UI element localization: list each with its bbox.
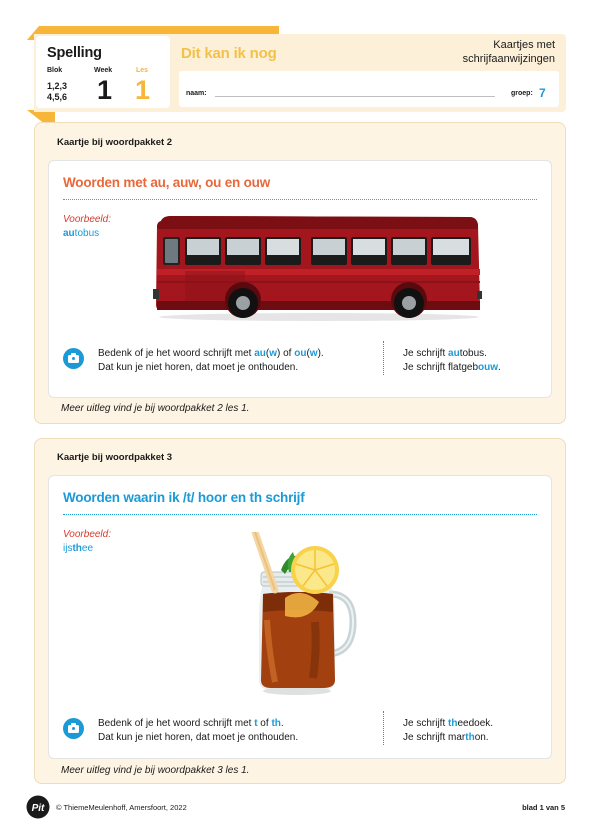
example-text	[403, 717, 493, 745]
week-number: 1	[97, 75, 113, 105]
voorbeeld-pre: ijs	[63, 543, 73, 554]
logo-text: Pit	[31, 803, 45, 814]
example-divider	[383, 341, 384, 375]
voorbeeld-label: Voorbeeld:	[63, 529, 111, 540]
card-woordpakket-3	[34, 438, 566, 784]
card-title: Woorden met au, auw, ou en ouw	[63, 175, 271, 190]
more-info-text: Meer uitleg vind je bij woordpakket 3 les 1.	[61, 765, 250, 776]
rule-text	[98, 717, 298, 745]
example-divider	[383, 711, 384, 745]
voorbeeld-rest: ee	[81, 543, 94, 554]
title-divider	[63, 199, 537, 200]
camera-icon	[63, 718, 84, 739]
rule-text-part: of	[257, 718, 272, 729]
rule-text-part: .	[280, 718, 284, 729]
document-subtitle-line2: schrijfaanwijzingen	[462, 53, 555, 65]
card-label: Kaartje bij woordpakket 2	[57, 137, 173, 148]
example-text-part: Je schrijft mar	[403, 732, 466, 743]
rule-text-part: (	[306, 348, 310, 359]
rule-highlight: w	[309, 348, 318, 359]
pit-logo-icon	[26, 795, 50, 819]
voorbeeld-highlight: au	[63, 228, 75, 239]
voorbeeld-word	[63, 228, 99, 239]
example-line-1	[403, 717, 493, 731]
name-field-box	[179, 71, 559, 107]
copyright: © ThiemeMeulenhoff, Amersfoort, 2022	[56, 803, 187, 812]
voorbeeld-label: Voorbeeld:	[63, 214, 111, 225]
blok-label: Blok	[47, 67, 63, 74]
blok-values-line2: 4,5,6	[47, 92, 68, 102]
example-text-part: tobus.	[459, 348, 487, 359]
document-subtitle-line1: Kaartjes met	[493, 39, 555, 51]
rule-text-part: ) of	[276, 348, 295, 359]
group-label: groep:	[511, 90, 533, 97]
card-content	[48, 160, 552, 398]
example-line-2	[403, 731, 493, 745]
card-content	[48, 475, 552, 759]
camera-icon	[63, 348, 84, 369]
rule-highlight: w	[269, 348, 277, 359]
name-field[interactable]	[215, 96, 495, 97]
example-highlight: ouw	[478, 362, 499, 373]
document-subtitle	[463, 38, 555, 66]
rule-text-part: Bedenk of je het woord schrijft met	[98, 718, 255, 729]
rule-text-part: Bedenk of je het woord schrijft met	[98, 348, 255, 359]
rule-line-1	[98, 717, 298, 731]
example-text-part: on.	[474, 732, 489, 743]
example-text-part: eedoek.	[457, 718, 494, 729]
card-title: Woorden waarin ik /t/ hoor en th schrijf	[63, 490, 305, 505]
blok-values-line1: 1,2,3	[47, 81, 68, 91]
example-highlight: th	[465, 732, 475, 743]
voorbeeld-rest: tobus	[74, 228, 100, 239]
rule-text	[98, 347, 324, 375]
example-text-part: Je schrijft flatgeb	[403, 362, 479, 373]
rule-highlight: t	[254, 718, 258, 729]
example-highlight: au	[448, 348, 460, 359]
example-line-1	[403, 347, 501, 361]
example-line-2	[403, 361, 501, 375]
iced-tea-image	[245, 532, 385, 696]
card-woordpakket-2	[34, 122, 566, 424]
rule-highlight: ou	[294, 348, 307, 359]
group-number: 7	[539, 86, 546, 100]
example-text-part: Je schrijft	[403, 348, 449, 359]
name-label: naam:	[186, 90, 207, 97]
rule-text-part: (	[265, 348, 270, 359]
more-info-text: Meer uitleg vind je bij woordpakket 2 les 1.	[61, 403, 250, 414]
week-label: Week	[94, 67, 113, 74]
page-number: blad 1 van 5	[522, 803, 565, 812]
example-highlight: th	[448, 718, 458, 729]
rule-line-2: Dat kun je niet horen, dat moet je onthouden.	[98, 732, 299, 743]
rule-highlight: au	[254, 348, 266, 359]
voorbeeld-word	[63, 543, 93, 554]
example-text	[403, 347, 501, 375]
bus-image	[151, 213, 485, 323]
card-label: Kaartje bij woordpakket 3	[57, 452, 173, 463]
rule-line-2: Dat kun je niet horen, dat moet je onthouden.	[98, 362, 299, 373]
page-title: Spelling	[47, 45, 102, 61]
rule-highlight: th	[271, 718, 281, 729]
example-text-part: .	[498, 362, 501, 373]
les-label: Les	[136, 67, 149, 74]
blok-values	[47, 81, 67, 103]
rule-line-1	[98, 347, 324, 361]
example-text-part: Je schrijft	[403, 718, 449, 729]
title-divider	[63, 514, 537, 515]
les-number: 1	[135, 75, 151, 105]
voorbeeld-highlight: th	[72, 543, 82, 554]
section-heading: Dit kan ik nog	[181, 45, 277, 62]
rule-text-part: ).	[317, 348, 324, 359]
